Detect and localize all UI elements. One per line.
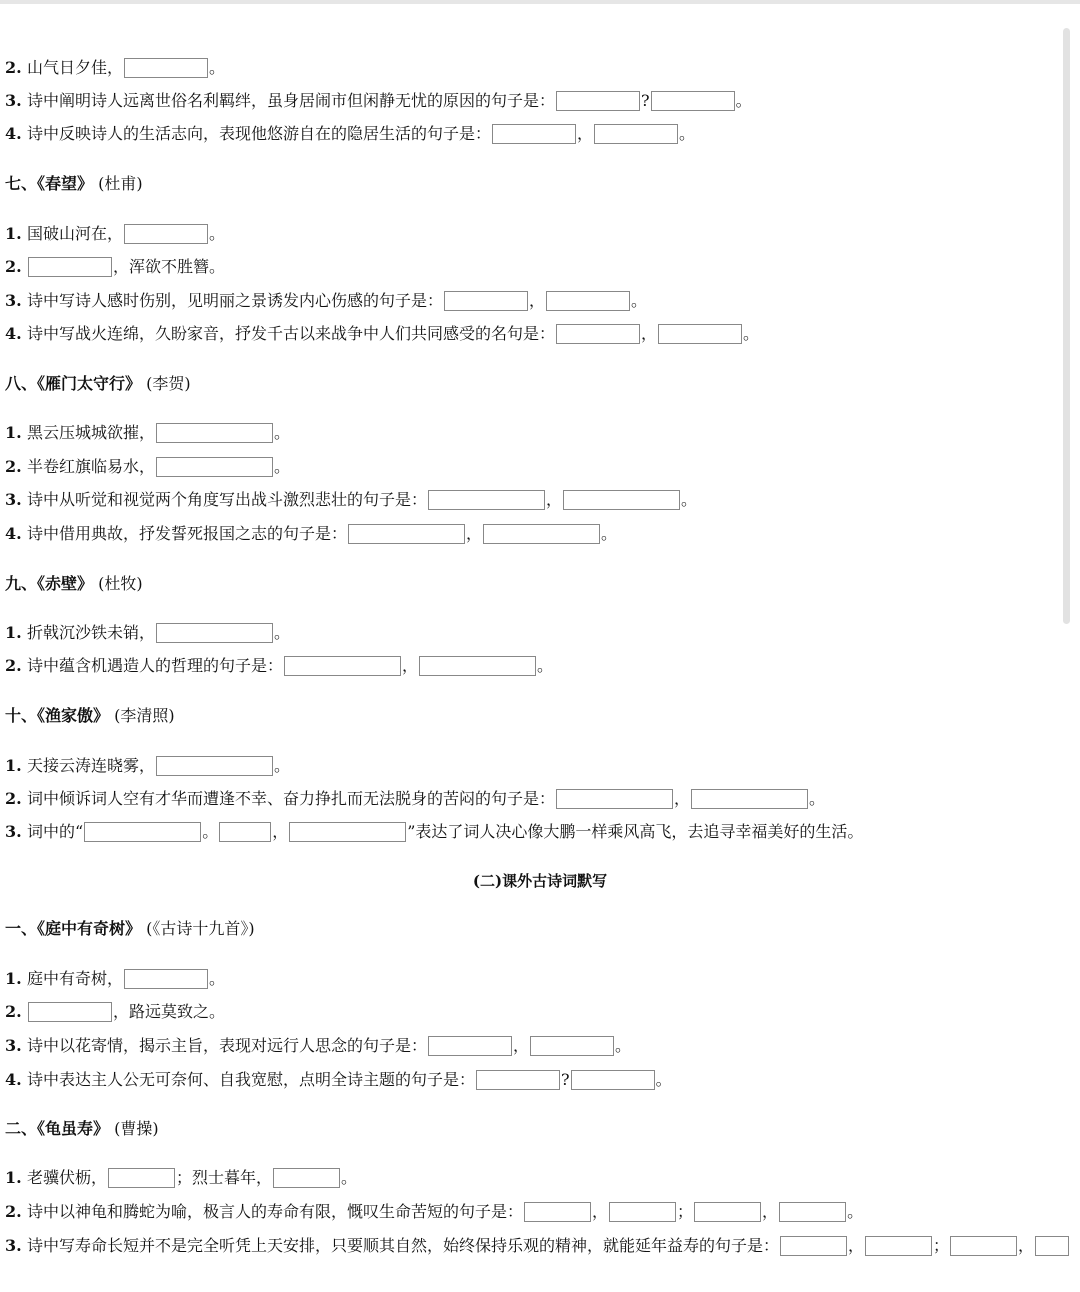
question-number: 3. <box>5 822 22 841</box>
s9-item-1 <box>5 618 290 648</box>
section-heading-s10 <box>5 701 175 731</box>
question-text: ， <box>592 1202 609 1221</box>
answer-blank[interactable] <box>865 1236 932 1256</box>
question-number: 4. <box>5 124 22 143</box>
question-number: 1. <box>5 224 22 243</box>
section-title: 七、《春望》 <box>5 174 94 193</box>
section-heading-e1 <box>5 914 255 944</box>
question-text: ， <box>513 1036 530 1055</box>
question-number: 4. <box>5 324 22 343</box>
question-number: 2. <box>5 1002 22 1021</box>
scrollbar[interactable] <box>1063 28 1070 624</box>
answer-blank[interactable] <box>124 969 208 989</box>
answer-blank[interactable] <box>28 257 112 277</box>
question-text: ；烈士暮年， <box>176 1168 273 1187</box>
question-text: 。 <box>209 969 226 988</box>
section-title: 一、《庭中有奇树》 <box>5 919 142 938</box>
answer-blank[interactable] <box>492 124 576 144</box>
question-text: 国破山河在， <box>27 224 124 243</box>
e1-item-2 <box>5 997 225 1027</box>
section-title: 二、《龟虽寿》 <box>5 1119 110 1138</box>
section-author: (《古诗十九首》) <box>146 919 255 938</box>
s9-item-2 <box>5 651 553 681</box>
question-text: 黑云压城城欲摧， <box>27 423 156 442</box>
question-text: ， <box>641 324 658 343</box>
answer-blank[interactable] <box>124 224 208 244</box>
s8-item-1 <box>5 418 290 448</box>
answer-blank[interactable] <box>651 91 735 111</box>
question-text: ； <box>933 1236 950 1255</box>
answer-blank[interactable] <box>524 1202 591 1222</box>
answer-blank[interactable] <box>84 822 201 842</box>
question-text: 。 <box>209 58 226 77</box>
question-number: 2. <box>5 656 22 675</box>
question-text: ? <box>641 91 650 110</box>
answer-blank[interactable] <box>156 457 273 477</box>
question-text: 。 <box>679 124 696 143</box>
answer-blank[interactable] <box>428 490 545 510</box>
e1-item-4 <box>5 1065 672 1095</box>
question-text: ? <box>561 1070 570 1089</box>
question-text: 诗中以神龟和腾蛇为喻，极言人的寿命有限，慨叹生命苦短的句子是： <box>27 1202 524 1221</box>
section-author: (李清照) <box>114 706 175 725</box>
answer-blank[interactable] <box>483 524 600 544</box>
answer-blank[interactable] <box>571 1070 655 1090</box>
section-author: (曹操) <box>114 1119 159 1138</box>
answer-blank[interactable] <box>658 324 742 344</box>
s7-item-1 <box>5 219 225 249</box>
question-text: 。 <box>202 822 219 841</box>
question-number: 2. <box>5 457 22 476</box>
section-heading-s8 <box>5 369 191 399</box>
question-text: 诗中借用典故，抒发誓死报国之志的句子是： <box>27 524 348 543</box>
answer-blank[interactable] <box>546 291 630 311</box>
question-text: 。 <box>209 224 226 243</box>
question-number: 1. <box>5 969 22 988</box>
question-text: ， <box>272 822 289 841</box>
answer-blank[interactable] <box>419 656 536 676</box>
s7-item-2 <box>5 252 225 282</box>
question-text: 天接云涛连晓雾， <box>27 756 156 775</box>
top-bar <box>0 0 1080 4</box>
e2-item-3 <box>5 1231 1070 1261</box>
question-text: 。 <box>809 789 826 808</box>
question-number: 3. <box>5 490 22 509</box>
question-text: ， <box>402 656 419 675</box>
s8-item-3 <box>5 485 697 515</box>
answer-blank[interactable] <box>219 822 271 842</box>
part2-title: (二)课外古诗词默写 <box>472 872 608 890</box>
question-text: 老骥伏枥， <box>27 1168 108 1187</box>
question-number: 2. <box>5 1202 22 1221</box>
answer-blank[interactable] <box>476 1070 560 1090</box>
question-text: 诗中反映诗人的生活志向，表现他悠游自在的隐居生活的句子是： <box>27 124 492 143</box>
e2-item-2 <box>5 1197 863 1227</box>
answer-blank[interactable] <box>556 789 673 809</box>
s10-item-2 <box>5 784 825 814</box>
s7-item-3 <box>5 286 647 316</box>
answer-blank[interactable] <box>156 423 273 443</box>
question-text: ， <box>466 524 483 543</box>
answer-blank[interactable] <box>780 1236 847 1256</box>
answer-blank[interactable] <box>563 490 680 510</box>
answer-blank[interactable] <box>530 1036 614 1056</box>
question-number: 1. <box>5 423 22 442</box>
answer-blank[interactable] <box>594 124 678 144</box>
answer-blank[interactable] <box>556 91 640 111</box>
section-heading-s7 <box>5 169 143 199</box>
s10-item-1 <box>5 751 290 781</box>
question-text: 诗中阐明诗人远离世俗名利羁绊，虽身居闹市但闲静无忧的原因的句子是： <box>27 91 556 110</box>
answer-blank[interactable] <box>348 524 465 544</box>
answer-blank[interactable] <box>1035 1236 1069 1256</box>
s8-item-4 <box>5 519 617 549</box>
answer-blank[interactable] <box>694 1202 761 1222</box>
question-number: 3. <box>5 1236 22 1255</box>
answer-blank[interactable] <box>950 1236 1017 1256</box>
e2-item-1 <box>5 1163 357 1193</box>
s6-item-4 <box>5 119 695 149</box>
question-text: 折戟沉沙铁未销， <box>27 623 156 642</box>
question-text: 诗中蕴含机遇造人的哲理的句子是： <box>27 656 284 675</box>
section-heading-e2 <box>5 1114 159 1144</box>
question-text: 。 <box>537 656 554 675</box>
question-text: 。 <box>847 1202 864 1221</box>
question-number: 2. <box>5 257 22 276</box>
e1-item-1 <box>5 964 225 994</box>
question-number: 2. <box>5 58 22 77</box>
question-number: 2. <box>5 789 22 808</box>
s7-item-4 <box>5 319 759 349</box>
answer-blank[interactable] <box>691 789 808 809</box>
answer-blank[interactable] <box>428 1036 512 1056</box>
question-text: 诗中表达主人公无可奈何、自我宽慰，点明全诗主题的句子是： <box>27 1070 476 1089</box>
answer-blank[interactable] <box>289 822 406 842</box>
question-text: 。 <box>341 1168 358 1187</box>
section-heading-s9 <box>5 569 143 599</box>
question-text: ，路远莫致之。 <box>113 1002 226 1021</box>
s10-item-3 <box>5 817 863 847</box>
question-text: 。 <box>743 324 760 343</box>
question-text: ， <box>674 789 691 808</box>
question-text: 。 <box>274 756 291 775</box>
answer-blank[interactable] <box>779 1202 846 1222</box>
answer-blank[interactable] <box>28 1002 112 1022</box>
answer-blank[interactable] <box>444 291 528 311</box>
question-text: 。 <box>274 623 291 642</box>
answer-blank[interactable] <box>124 58 208 78</box>
question-text: ， <box>1018 1236 1035 1255</box>
section-author: (杜甫) <box>98 174 143 193</box>
question-number: 1. <box>5 756 22 775</box>
section-title: 八、《雁门太守行》 <box>5 374 142 393</box>
question-number: 3. <box>5 91 22 110</box>
question-text: ”表达了词人决心像大鹏一样乘风高飞，去追寻幸福美好的生活。 <box>407 822 864 841</box>
question-text: 。 <box>274 457 291 476</box>
s6-item-2 <box>5 53 225 83</box>
question-number: 4. <box>5 524 22 543</box>
question-text: ， <box>577 124 594 143</box>
question-text: 半卷红旗临易水， <box>27 457 156 476</box>
question-text: 。 <box>274 423 291 442</box>
section-title: 九、《赤壁》 <box>5 574 94 593</box>
answer-blank[interactable] <box>156 756 273 776</box>
answer-blank[interactable] <box>108 1168 175 1188</box>
question-text: 庭中有奇树， <box>27 969 124 988</box>
answer-blank[interactable] <box>284 656 401 676</box>
question-text: ， <box>546 490 563 509</box>
question-text: 。 <box>615 1036 632 1055</box>
question-text: 。 <box>655 1070 672 1089</box>
question-text: ，浑欲不胜簪。 <box>113 257 226 276</box>
question-text: ； <box>677 1202 694 1221</box>
question-text: ， <box>529 291 546 310</box>
question-text: 诗中写战火连绵，久盼家音，抒发千古以来战争中人们共同感受的名句是： <box>27 324 556 343</box>
question-text: 山气日夕佳， <box>27 58 124 77</box>
section-title: 十、《渔家傲》 <box>5 706 110 725</box>
question-text: 。 <box>631 291 648 310</box>
question-number: 4. <box>5 1070 22 1089</box>
question-number: 3. <box>5 1036 22 1055</box>
section-author: (李贺) <box>146 374 191 393</box>
question-number: 1. <box>5 623 22 642</box>
question-text: 词中的“ <box>27 822 84 841</box>
section-author: (杜牧) <box>98 574 143 593</box>
answer-blank[interactable] <box>556 324 640 344</box>
answer-blank[interactable] <box>609 1202 676 1222</box>
question-text: 。 <box>681 490 698 509</box>
answer-blank[interactable] <box>156 623 273 643</box>
s8-item-2 <box>5 452 290 482</box>
s6-item-3 <box>5 86 752 116</box>
question-text: ， <box>762 1202 779 1221</box>
question-text: 诗中从听觉和视觉两个角度写出战斗激烈悲壮的句子是： <box>27 490 428 509</box>
question-text: 。 <box>735 91 752 110</box>
e1-item-3 <box>5 1031 631 1061</box>
question-number: 3. <box>5 291 22 310</box>
question-text: 诗中以花寄情，揭示主旨，表现对远行人思念的句子是： <box>27 1036 428 1055</box>
question-number: 1. <box>5 1168 22 1187</box>
answer-blank[interactable] <box>273 1168 340 1188</box>
question-text: 诗中写诗人感时伤别，见明丽之景诱发内心伤感的句子是： <box>27 291 444 310</box>
question-text: 词中倾诉词人空有才华而遭逢不幸、奋力挣扎而无法脱身的苦闷的句子是： <box>27 789 556 808</box>
question-text: 诗中写寿命长短并不是完全听凭上天安排，只要顺其自然，始终保持乐观的精神，就能延年益寿的句子是： <box>27 1236 780 1255</box>
question-text: 。 <box>601 524 618 543</box>
question-text: ， <box>848 1236 865 1255</box>
